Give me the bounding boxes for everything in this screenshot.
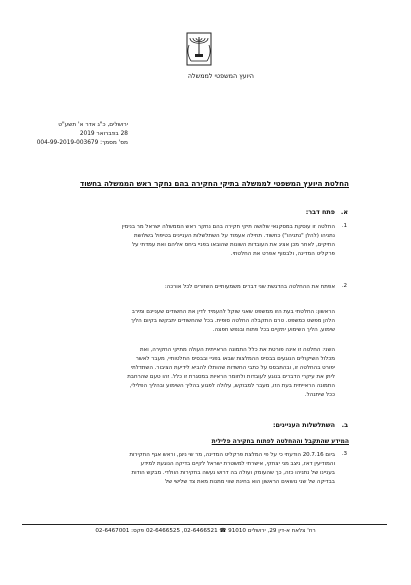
menorah-emblem-icon	[186, 32, 212, 66]
paragraph-line: אפתח את ההחלטה בהדגשת שני דברים משמעותיים השזורים לכל אורכה:	[164, 284, 335, 290]
paragraph-3-number: 3.	[341, 451, 347, 457]
paragraph-first-point	[65, 308, 335, 335]
place-date-hebrew: ירושלים, כ"ג אדר א' תשע"ט	[58, 122, 128, 128]
paragraph-line: הלהן מפשט כמשפט. טרם התקבלה החלטה סופית. בכל שהחשודים יתבקשו בקיום הליך	[130, 318, 335, 324]
section-a-number: א.	[340, 208, 348, 216]
paragraph-line: התמונה הראייתית בעת הזו, מעבר למבוקש, עלולה לפגוע בהליך השימוע ובהליך הפלילי,	[129, 383, 335, 389]
footer-contact: רח' צלאח א-דין 29, ירושלים 91010 ☎ 02-6466521, 02-6466525 פקס: 02-6467001	[95, 528, 316, 534]
paragraph-2	[65, 283, 335, 292]
paragraph-line: יפורט בהחלטה זו, ובהתבסס על כתבי החשדות שהותלו להביא לידיעת הציבור. השתדלתי	[130, 365, 335, 371]
paragraph-line: הראשון: החלטתי בעת הזו ממשפט שאני שוקל להעמיד לדין את החשודים שעניינם ומירב	[131, 309, 335, 315]
paragraph-line: ככל שיתנהל.	[304, 392, 335, 398]
paragraph-line: בעניינו של נתניהו כזה, כך שהעומק ועולה בה דרוש נעשה בחקירות הוולדי. מבקש הודות	[131, 470, 335, 476]
section-b-heading: השתלשלות העניינים:	[272, 421, 335, 429]
paragraph-2-number: 2.	[341, 283, 347, 289]
document-title: החלטת היועץ המשפטי לממשלה בתיקי החקירה בהם נחקר ראש הממשלה בחשוד	[80, 179, 349, 188]
section-a-heading: פתח דבר:	[305, 208, 335, 216]
paragraph-line: ליתן את עיקרי הדברים בנוגע לעובדות ולחומר הראיות במסגרת זו כלל. זהו טעם שהרחבת	[127, 374, 335, 380]
paragraph-line: והמודיעין דאז, ניצב מני יצחקי, אישרתי למשטרת ישראל לקיים בדיקה הנוגעת למידע	[140, 461, 335, 467]
paragraph-line: נתניהו (להלן "נתניהו") כחשוד. תחילה אעמוד על השתלשלות העניינים בטיפול בשלושת	[134, 233, 335, 239]
section-b-number: ב.	[341, 421, 348, 429]
paragraph-1	[65, 223, 335, 259]
paragraph-second-point	[65, 346, 335, 400]
paragraph-1-number: 1.	[341, 223, 347, 229]
date-gregorian: 28 בפברואר 2019	[79, 131, 128, 137]
footer-divider	[22, 524, 387, 525]
document-reference: מס' מסמך: 004-99-2019-003679	[36, 140, 128, 146]
paragraph-line: התיקים, לאחר מכן אציג את העובדות השונות שהובאו בפניי ביחס אליהם ואת עמדתי על	[131, 242, 335, 248]
paragraph-line: מכלול השיקולים הנוגעים בבסיס ההמלצות שבאו בפניי ובבסיס החלטותיי, מעבר לאשר	[135, 356, 335, 362]
paragraph-line: החלטה זו עוסקת במסקנאי שלושה תיקי חקירה בהם נחקר ראש הממשלה ישראל מר בנימין	[121, 224, 335, 230]
paragraph-line: ביום 20.7.16 הודעתי כי על פי המלצת פרקליט המדינה, מר שי ניצן, וראש אגף החקירות	[129, 452, 335, 458]
office-name: היועץ המשפטי לממשלה	[187, 72, 254, 80]
paragraph-line: פרקליט המדינה, ולבסוף אפרט את החלטתי.	[230, 251, 335, 257]
subsection-heading: המידע שהתקבל וההחלטה לפתוח בחקירה פלילית	[211, 438, 349, 445]
paragraph-line: שימוע, הליך השימוע יתקיים בכל פתוח ובנפש חפצה.	[212, 327, 335, 333]
paragraph-line: בבדיקה של שני נושאים הראשון הוא בחינת שווי מתנות מאת צד שלישי של	[165, 479, 335, 485]
paragraph-3	[65, 451, 335, 487]
paragraph-line: השני: החלטה זו אינה פורטת את כלל התמונה הראייתית העולה מתיקי החקירה, ואת	[139, 347, 335, 353]
